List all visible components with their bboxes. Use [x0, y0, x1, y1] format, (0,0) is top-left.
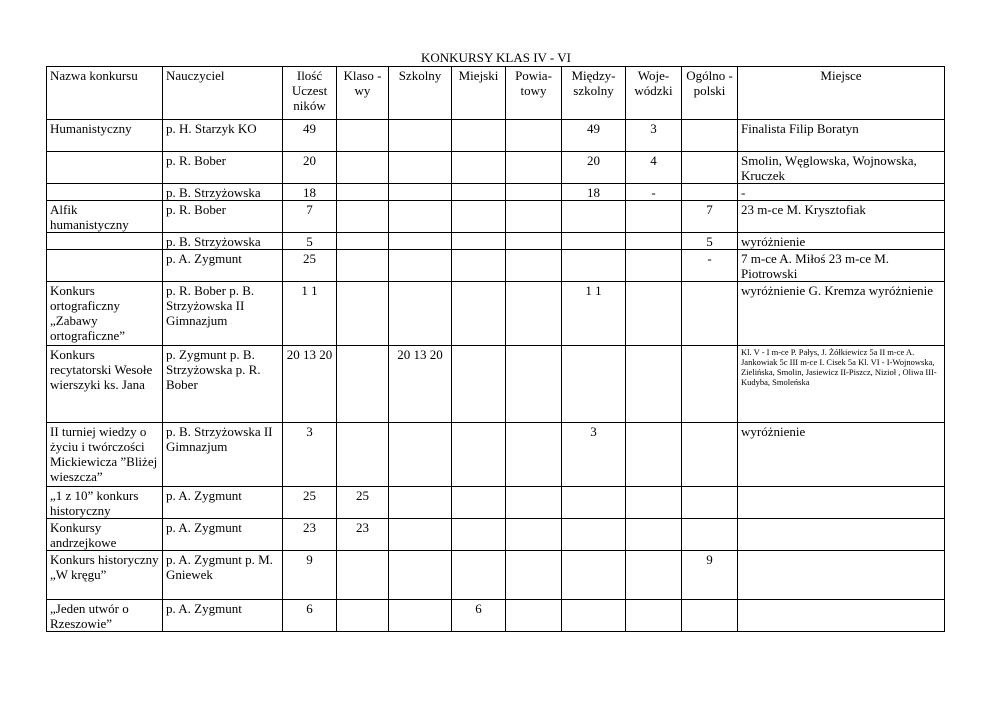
cell-teacher: p. Zygmunt p. B. Strzyżowska p. R. Bober [163, 346, 283, 423]
cell-teacher: p. A. Zygmunt [163, 519, 283, 551]
cell-miejsce: wyróżnienie G. Kremza wyróżnienie [738, 282, 945, 346]
header-klasowy: Klaso -wy [337, 67, 389, 120]
cell-powiatowy [506, 250, 562, 282]
table-row [47, 120, 945, 152]
cell-ogolnopolski [682, 423, 738, 487]
table-row [47, 282, 945, 346]
cell-szkolny: 20 13 20 [389, 346, 452, 423]
cell-miedzyszkolny: 1 1 [562, 282, 626, 346]
cell-miejski [452, 551, 506, 600]
cell-teacher: p. R. Bober [163, 152, 283, 184]
cell-miejski [452, 120, 506, 152]
header-ogolnopolski: Ogólno -polski [682, 67, 738, 120]
cell-name: II turniej wiedzy o życiu i twórczości Mickiewicza ”Bliżej wieszcza” [47, 423, 163, 487]
cell-powiatowy [506, 120, 562, 152]
cell-miejski [452, 250, 506, 282]
header-miejsce: Miejsce [738, 67, 945, 120]
cell-miedzyszkolny: 49 [562, 120, 626, 152]
table-row [47, 346, 945, 423]
cell-wojewodzki [626, 346, 682, 423]
cell-miedzyszkolny [562, 233, 626, 250]
cell-ogolnopolski: 9 [682, 551, 738, 600]
cell-miedzyszkolny [562, 551, 626, 600]
cell-szkolny [389, 120, 452, 152]
cell-miejsce: Kl. V - I m-ce P. Pałys, J. Żółkiewicz 5a II m-ce A. Jankowiak 5c III m-ce I. Cisek 5a Kl. VI - I-Wojnowska, Zielińska, Smolin, Jasiewicz II-Piszcz, Nizioł , Oliwa III-Kudyba, Smoleńska [738, 346, 945, 423]
cell-miejsce [738, 519, 945, 551]
cell-name: Humanistyczny [47, 120, 163, 152]
table-row [47, 152, 945, 184]
cell-miejsce: wyróżnienie [738, 233, 945, 250]
header-ilosc: Ilość Uczest ników [283, 67, 337, 120]
header-miedzyszkolny: Między- szkolny [562, 67, 626, 120]
cell-powiatowy [506, 487, 562, 519]
cell-miedzyszkolny [562, 519, 626, 551]
cell-klasowy [337, 184, 389, 201]
cell-miejsce: wyróżnienie [738, 423, 945, 487]
table-row [47, 233, 945, 250]
cell-ogolnopolski [682, 120, 738, 152]
table-row [47, 250, 945, 282]
cell-szkolny [389, 282, 452, 346]
cell-count: 18 [283, 184, 337, 201]
cell-miejski [452, 152, 506, 184]
cell-miejski [452, 184, 506, 201]
cell-klasowy [337, 346, 389, 423]
cell-ogolnopolski [682, 152, 738, 184]
cell-ogolnopolski [682, 282, 738, 346]
cell-miejsce [738, 551, 945, 600]
cell-klasowy [337, 282, 389, 346]
cell-klasowy [337, 423, 389, 487]
cell-count: 20 [283, 152, 337, 184]
cell-name: Konkurs historyczny „W kręgu” [47, 551, 163, 600]
cell-miedzyszkolny: 3 [562, 423, 626, 487]
cell-teacher: p. R. Bober p. B. Strzyżowska II Gimnazjum [163, 282, 283, 346]
cell-wojewodzki [626, 282, 682, 346]
table-body [47, 120, 945, 632]
cell-klasowy [337, 120, 389, 152]
cell-powiatowy [506, 346, 562, 423]
cell-name: Alfik humanistyczny [47, 201, 163, 233]
cell-miejsce: 7 m-ce A. Miłoś 23 m-ce M. Piotrowski [738, 250, 945, 282]
cell-klasowy [337, 152, 389, 184]
cell-szkolny [389, 551, 452, 600]
cell-klasowy [337, 201, 389, 233]
cell-teacher: p. H. Starzyk KO [163, 120, 283, 152]
cell-klasowy: 23 [337, 519, 389, 551]
cell-miejski [452, 346, 506, 423]
cell-wojewodzki: 3 [626, 120, 682, 152]
cell-teacher: p. B. Strzyżowska II Gimnazjum [163, 423, 283, 487]
cell-wojewodzki [626, 600, 682, 632]
table-row [47, 184, 945, 201]
header-nazwa: Nazwa konkursu [47, 67, 163, 120]
cell-teacher: p. R. Bober [163, 201, 283, 233]
cell-miedzyszkolny: 20 [562, 152, 626, 184]
cell-ogolnopolski [682, 600, 738, 632]
cell-wojewodzki [626, 201, 682, 233]
cell-count: 3 [283, 423, 337, 487]
cell-miedzyszkolny [562, 487, 626, 519]
cell-name: Konkurs ortograficzny „Zabawy ortograficzne” [47, 282, 163, 346]
cell-klasowy [337, 250, 389, 282]
cell-count: 25 [283, 250, 337, 282]
cell-teacher: p. A. Zygmunt p. M. Gniewek [163, 551, 283, 600]
cell-klasowy: 25 [337, 487, 389, 519]
cell-wojewodzki [626, 487, 682, 519]
cell-miedzyszkolny [562, 600, 626, 632]
cell-miedzyszkolny: 18 [562, 184, 626, 201]
cell-klasowy [337, 551, 389, 600]
cell-count: 23 [283, 519, 337, 551]
cell-miejski [452, 487, 506, 519]
cell-miejsce [738, 600, 945, 632]
cell-miedzyszkolny [562, 250, 626, 282]
cell-szkolny [389, 201, 452, 233]
cell-count: 1 1 [283, 282, 337, 346]
cell-miejsce: Finalista Filip Boratyn [738, 120, 945, 152]
cell-name: Konkurs recytatorski Wesołe wierszyki ks. Jana [47, 346, 163, 423]
header-nauczyciel: Nauczyciel [163, 67, 283, 120]
header-wojewodzki: Woje- wódzki [626, 67, 682, 120]
header-miejski: Miejski [452, 67, 506, 120]
cell-powiatowy [506, 201, 562, 233]
cell-teacher: p. A. Zygmunt [163, 487, 283, 519]
cell-name: „Jeden utwór o Rzeszowie” [47, 600, 163, 632]
cell-ogolnopolski [682, 184, 738, 201]
cell-ogolnopolski [682, 519, 738, 551]
cell-miejski [452, 201, 506, 233]
cell-count: 5 [283, 233, 337, 250]
cell-wojewodzki: - [626, 184, 682, 201]
cell-powiatowy [506, 519, 562, 551]
cell-szkolny [389, 184, 452, 201]
cell-miejski [452, 282, 506, 346]
table-row [47, 600, 945, 632]
table-row [47, 519, 945, 551]
cell-powiatowy [506, 184, 562, 201]
cell-powiatowy [506, 423, 562, 487]
cell-name [47, 184, 163, 201]
cell-name: Konkursy andrzejkowe [47, 519, 163, 551]
table-row [47, 423, 945, 487]
cell-miejski [452, 233, 506, 250]
cell-wojewodzki [626, 519, 682, 551]
header-szkolny: Szkolny [389, 67, 452, 120]
table-row [47, 487, 945, 519]
cell-miejsce: 23 m-ce M. Krysztofiak [738, 201, 945, 233]
cell-powiatowy [506, 600, 562, 632]
cell-teacher: p. B. Strzyżowska [163, 184, 283, 201]
header-powiatowy: Powia- towy [506, 67, 562, 120]
cell-count: 25 [283, 487, 337, 519]
cell-powiatowy [506, 152, 562, 184]
cell-wojewodzki: 4 [626, 152, 682, 184]
cell-ogolnopolski: 5 [682, 233, 738, 250]
cell-szkolny [389, 600, 452, 632]
cell-powiatowy [506, 551, 562, 600]
cell-powiatowy [506, 233, 562, 250]
cell-ogolnopolski [682, 487, 738, 519]
cell-wojewodzki [626, 250, 682, 282]
cell-szkolny [389, 487, 452, 519]
cell-szkolny [389, 519, 452, 551]
cell-klasowy [337, 233, 389, 250]
document-title: KONKURSY KLAS IV - VI [421, 50, 571, 65]
table-row [47, 551, 945, 600]
cell-szkolny [389, 250, 452, 282]
table-row [47, 201, 945, 233]
cell-miejski: 6 [452, 600, 506, 632]
cell-teacher: p. B. Strzyżowska [163, 233, 283, 250]
cell-count: 20 13 20 [283, 346, 337, 423]
cell-miejsce [738, 487, 945, 519]
cell-wojewodzki [626, 551, 682, 600]
cell-count: 7 [283, 201, 337, 233]
cell-klasowy [337, 600, 389, 632]
cell-szkolny [389, 233, 452, 250]
cell-wojewodzki [626, 233, 682, 250]
cell-miedzyszkolny [562, 201, 626, 233]
cell-teacher: p. A. Zygmunt [163, 600, 283, 632]
cell-name [47, 152, 163, 184]
cell-miejski [452, 423, 506, 487]
cell-miejsce: - [738, 184, 945, 201]
competitions-table [46, 66, 945, 632]
cell-ogolnopolski [682, 346, 738, 423]
cell-ogolnopolski: - [682, 250, 738, 282]
cell-name [47, 233, 163, 250]
cell-miejsce: Smolin, Węglowska, Wojnowska, Kruczek [738, 152, 945, 184]
cell-count: 6 [283, 600, 337, 632]
cell-miejski [452, 519, 506, 551]
cell-teacher: p. A. Zygmunt [163, 250, 283, 282]
cell-name [47, 250, 163, 282]
cell-count: 49 [283, 120, 337, 152]
cell-count: 9 [283, 551, 337, 600]
cell-wojewodzki [626, 423, 682, 487]
cell-ogolnopolski: 7 [682, 201, 738, 233]
cell-name: „1 z 10” konkurs historyczny [47, 487, 163, 519]
cell-szkolny [389, 152, 452, 184]
cell-powiatowy [506, 282, 562, 346]
cell-miedzyszkolny [562, 346, 626, 423]
cell-szkolny [389, 423, 452, 487]
